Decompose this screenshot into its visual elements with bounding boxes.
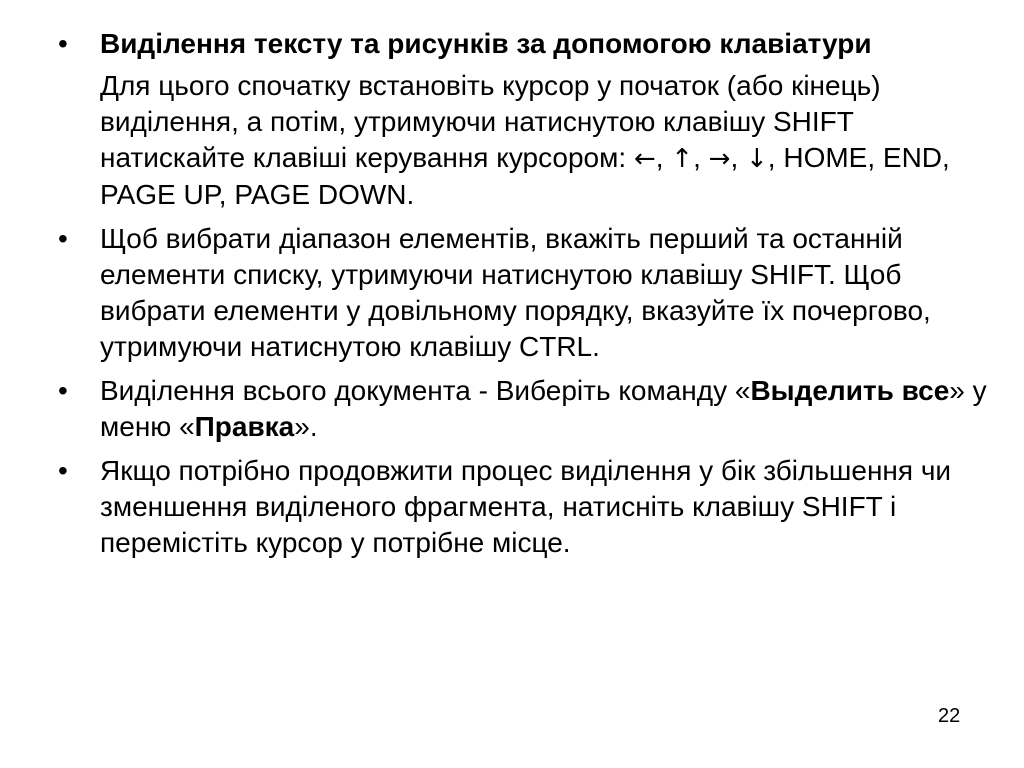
bullet-item-keyboard-selection [58,26,998,213]
bullet-marker: • [58,375,68,406]
select-all-text-before: Виділення всього документа - Виберіть команду « [100,375,751,406]
bullet-item-extend-selection [58,453,998,561]
keyboard-selection-paragraph [100,68,998,213]
arrow-left-icon: ← [633,144,656,174]
keyboard-selection-text: Для цього спочатку встановіть курсор у початок (або кінець) виділення, а потім, утримуючи натиснутою клавішу SHIFT натискайте клавіші керування курсором: [100,70,881,173]
bullet-marker: • [58,223,68,254]
arrow-up-icon: ↑ [671,144,694,174]
slide-content [58,26,998,561]
select-all-text-after: ». [294,411,318,442]
edit-menu-name: Правка [194,411,295,442]
arrow-separator: , [655,142,672,173]
range-selection-text: Щоб вибрати діапазон елементів, вкажіть перший та останній елементи списку, утримуючи натиснутою клавішу SHIFT. Щоб вибрати елементи у довільному порядку, вказуйте їх почергово, утримуючи натиснутою клавішу CTRL. [100,223,931,362]
keys-list-text: , HOME, END, PAGE UP, PAGE DOWN. [100,142,950,210]
bullet-item-select-all [58,373,998,445]
select-all-text-middle: » у меню « [100,375,987,442]
bullet-marker: • [58,455,68,486]
bullet-marker: • [58,28,68,59]
arrow-separator: , [730,142,746,173]
bullet-item-range-selection [58,221,998,365]
arrow-right-icon: → [708,144,731,174]
arrow-separator: , [693,142,709,173]
select-all-command: Выделить все [750,375,950,406]
extend-selection-text: Якщо потрібно продовжити процес виділення у бік збільшення чи зменшення виділеного фрагмента, натисніть клавішу SHIFT і перемістіть курсор у потрібне місце. [100,455,952,558]
bullet-heading: Виділення тексту та рисунків за допомогою клавіатури [100,28,872,59]
arrow-down-icon: ↓ [746,144,768,174]
page-number: 22 [938,705,961,727]
